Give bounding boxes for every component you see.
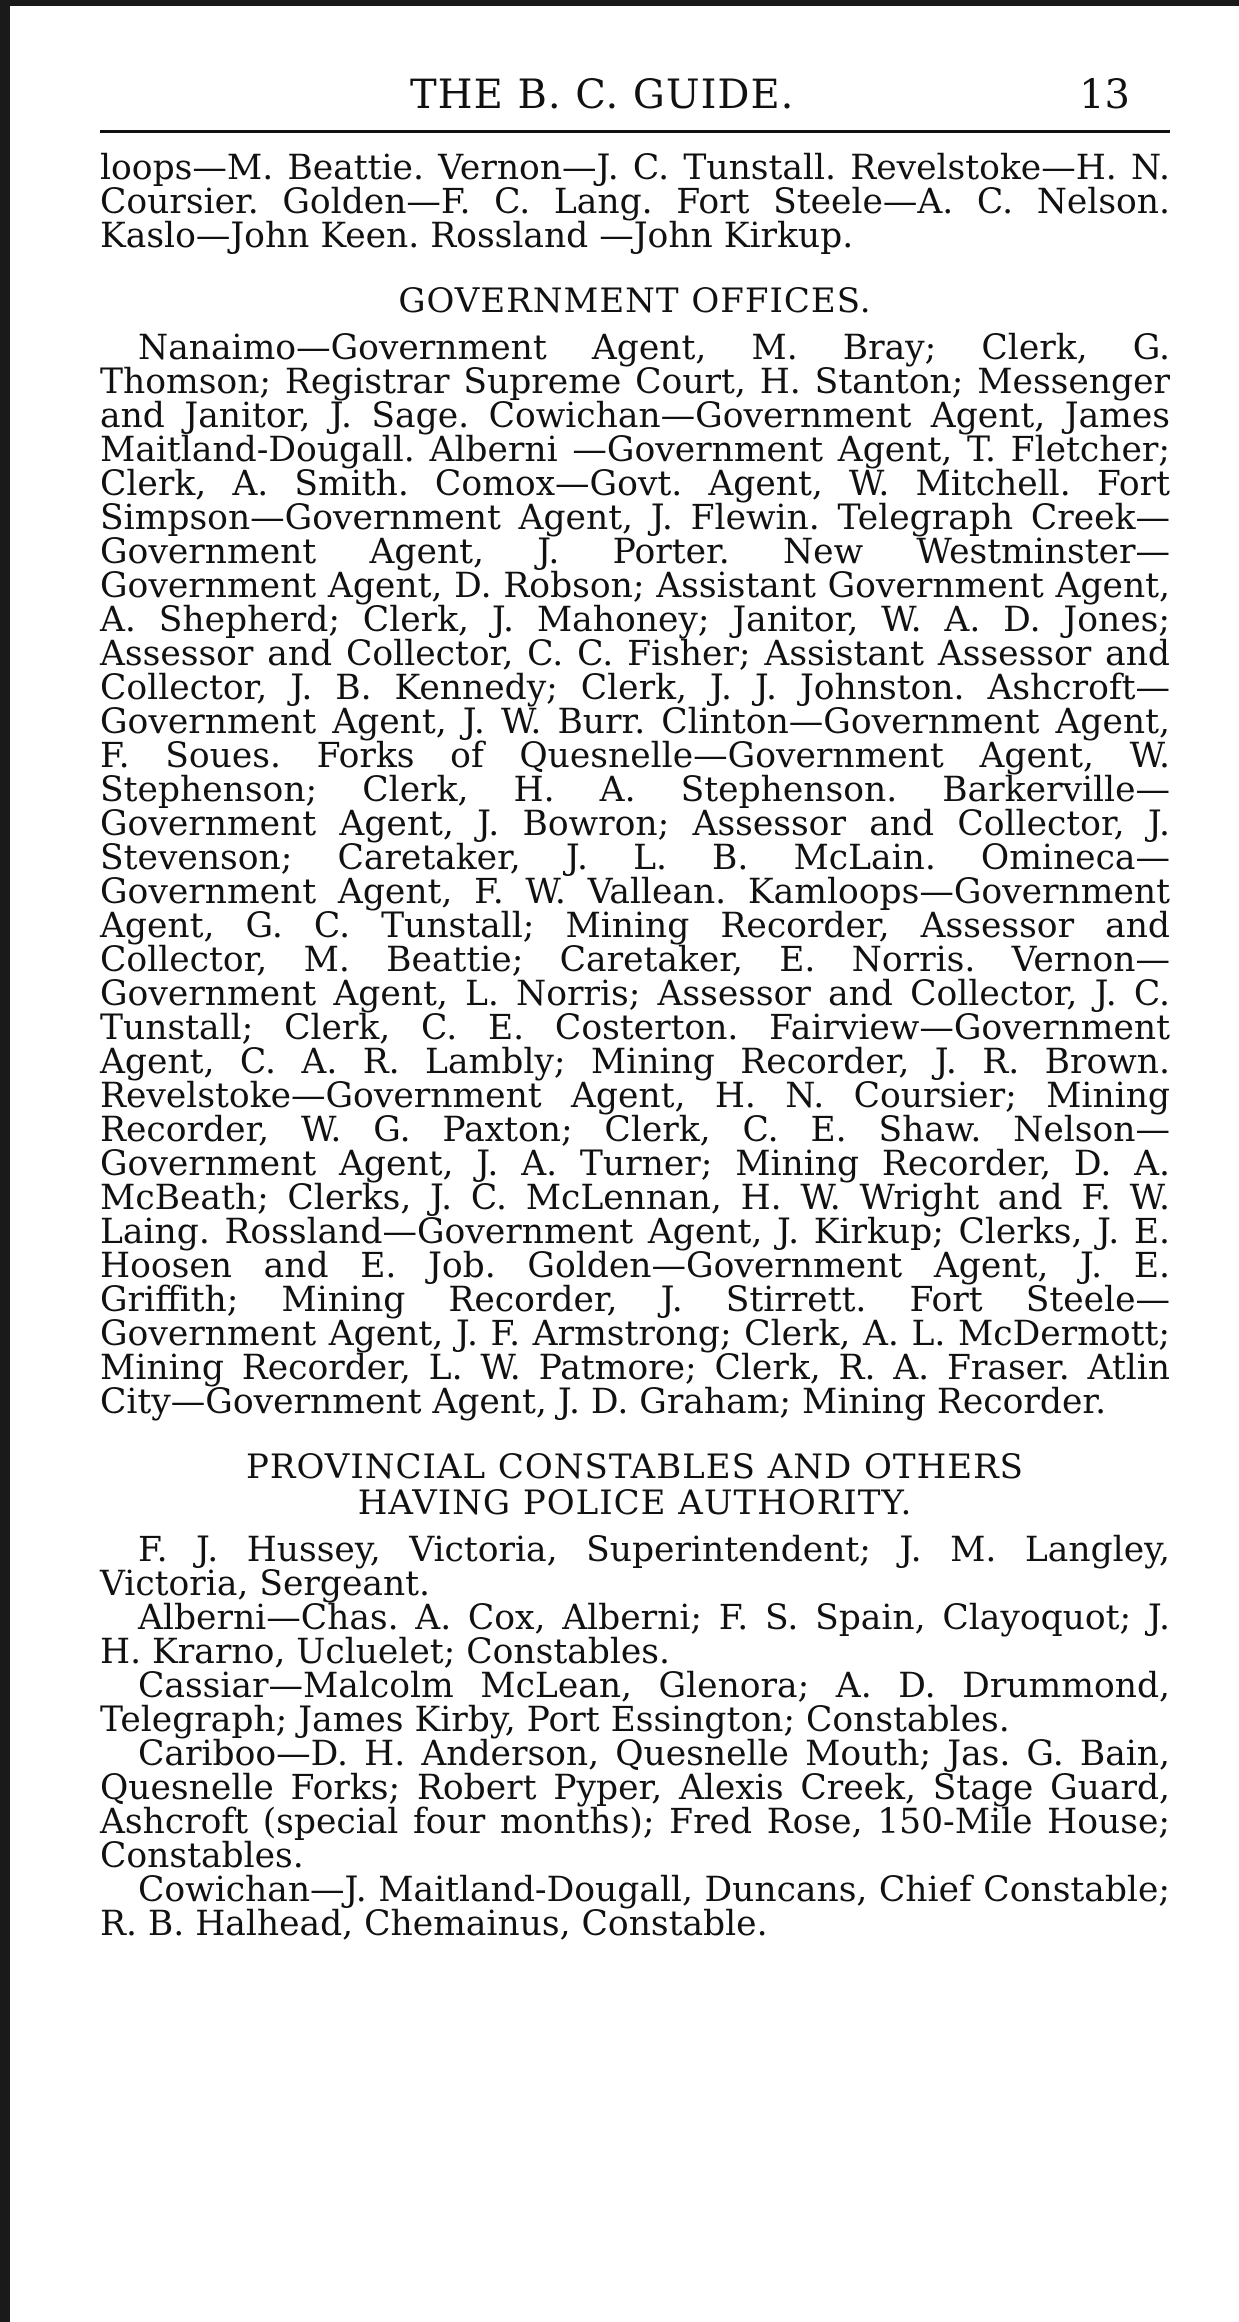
list-item: F. J. Hussey, Victoria, Superintendent; J. M. Langley, Victoria, Sergeant. — [100, 1530, 1170, 1604]
page-top-edge — [0, 0, 1239, 6]
page-edge — [0, 0, 10, 2322]
list-item: Alberni—Chas. A. Cox, Alberni; F. S. Spain, Clayoquot; J. H. Krarno, Ucluelet; Constables. — [100, 1598, 1170, 1672]
heading-line-2: HAVING POLICE AUTHORITY. — [357, 1483, 913, 1523]
running-title: THE B. C. GUIDE. — [410, 72, 795, 118]
government-offices-paragraph: Nanaimo—Government Agent, M. Bray; Clerk, G. Thomson; Registrar Supreme Court, H. Stanton; Messenger and Janitor, J. Sage. Cowichan—Government Agent, James Maitland-Dougall. Alberni —Government Agent, T. Fletcher; Clerk, A. Smith. Comox—Govt. Agent, W. Mitchell. Fort Simpson—Government Agent, J. Flewin. Telegraph Creek—Government Agent, J. Porter. New Westminster—Government Agent, D. Robson; Assistant Government Agent, A. Shepherd; Clerk, J. Mahoney; Janitor, W. A. D. Jones; Assessor and Collector, C. C. Fisher; Assistant Assessor and Collector, J. B. Kennedy; Clerk, J. J. Johnston. Ashcroft—Government Agent, J. W. Burr. Clinton—Government Agent, F. Soues. Forks of Quesnelle—Government Agent, W. Stephenson; Clerk, H. A. Stephenson. Barkerville—Government Agent, J. Bowron; Assessor and Collector, J. Stevenson; Caretaker, J. L. B. McLain. Omineca—Government Agent, F. W. Vallean. Kamloops—Government Agent, G. C. Tunstall; Mining Recorder, Assessor and Collector, M. Beattie; Caretaker, E. Norris. Vernon—Government Agent, L. Norris; Assessor and Collector, J. C. Tunstall; Clerk, C. E. Costerton. Fairview—Government Agent, C. A. R. Lambly; Mining Recorder, J. R. Brown. Revelstoke—Government Agent, H. N. Coursier; Mining Recorder, W. G. Paxton; Clerk, C. E. Shaw. Nelson—Government Agent, J. A. Turner; Mining Recorder, D. A. McBeath; Clerks, J. C. McLennan, H. W. Wright and F. W. Laing. Rossland—Government Agent, J. Kirkup; Clerks, J. E. Hoosen and E. Job. Golden—Government Agent, J. E. Griffith; Mining Recorder, J. Stirrett. Fort Steele—Government Agent, J. F. Armstrong; Clerk, A. L. McDermott; Mining Recorder, L. W. Patmore; Clerk, R. A. Fraser. Atlin City—Government Agent, J. D. Graham; Mining Recorder. — [100, 328, 1170, 1422]
heading-line-1: PROVINCIAL CONSTABLES AND OTHERS — [246, 1447, 1024, 1487]
list-item: Cassiar—Malcolm McLean, Glenora; A. D. Drummond, Telegraph; James Kirby, Port Essington; Constables. — [100, 1666, 1170, 1740]
government-offices-heading: GOVERNMENT OFFICES. — [398, 281, 872, 321]
list-item: Cariboo—D. H. Anderson, Quesnelle Mouth; Jas. G. Bain, Quesnelle Forks; Robert Pyper, Alexis Creek, Stage Guard, Ashcroft (special four months); Fred Rose, 150-Mile House; Constables. — [100, 1734, 1170, 1876]
page-number: 13 — [1079, 72, 1130, 118]
list-item: Cowichan—J. Maitland-Dougall, Duncans, Chief Constable; R. B. Halhead, Chemainus, Constable. — [100, 1870, 1170, 1944]
document-page — [100, 60, 1170, 1944]
provincial-constables-heading — [100, 1449, 1170, 1521]
continuation-paragraph: loops—M. Beattie. Vernon—J. C. Tunstall. Revelstoke—H. N. Coursier. Golden—F. C. Lang. Fort Steele—A. C. Nelson. Kaslo—John Keen. Rossland —John Kirkup. — [100, 148, 1170, 256]
constables-list — [100, 1530, 1170, 1944]
running-header — [100, 60, 1170, 133]
